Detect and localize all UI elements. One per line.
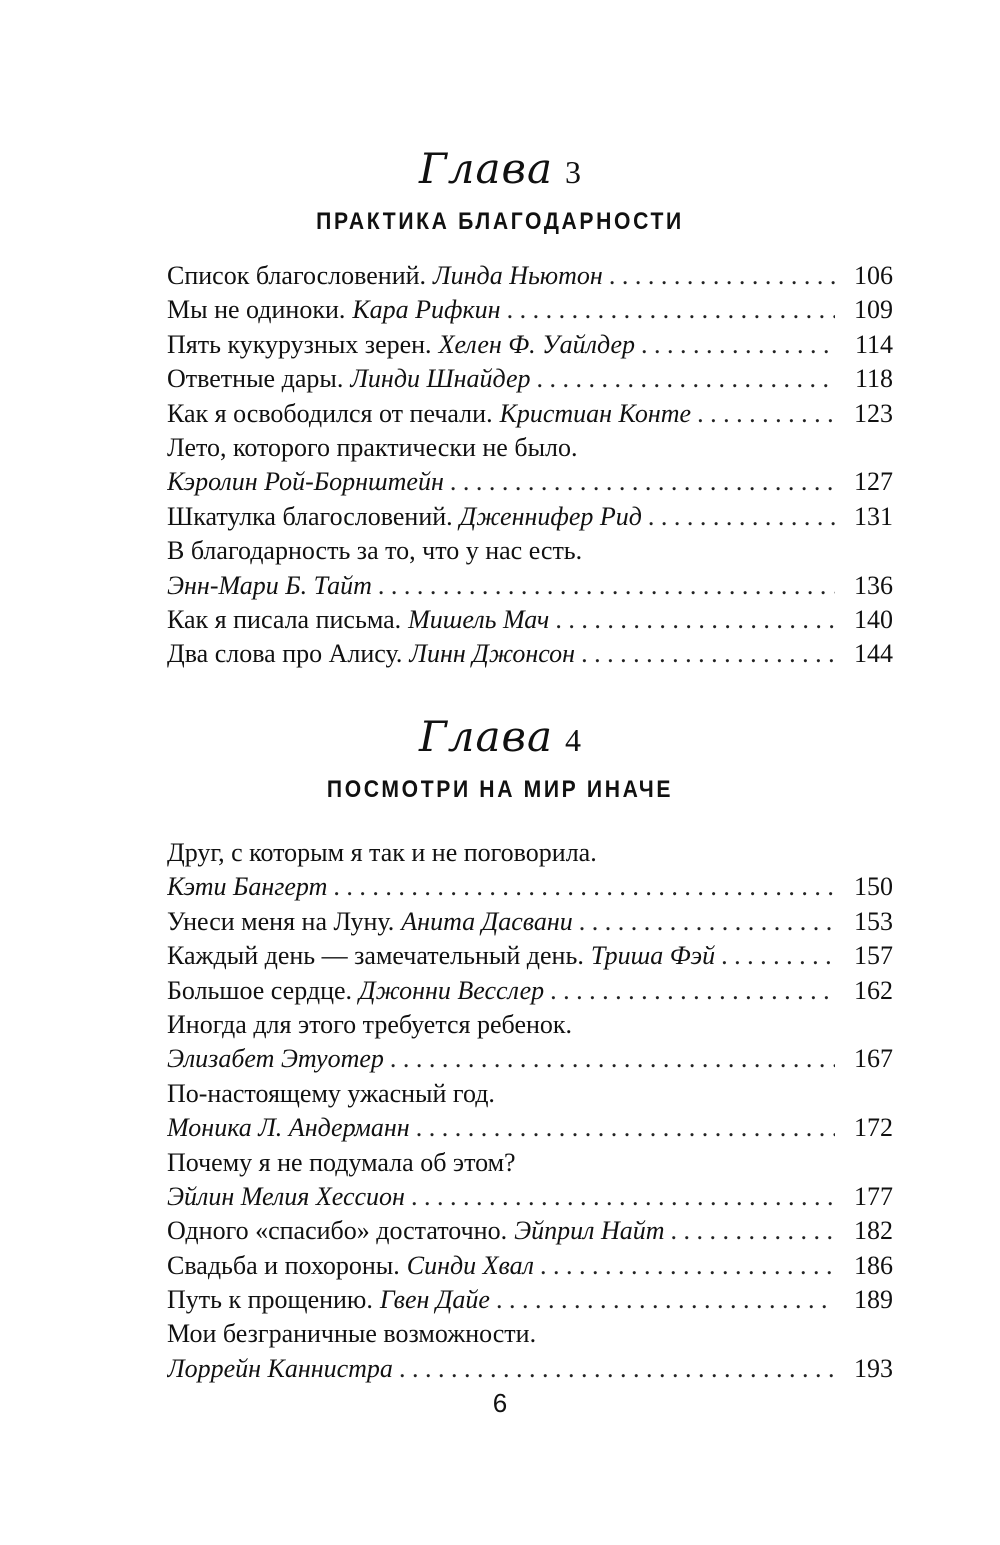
entry-title: Одного «спасибо» достаточно. — [167, 1216, 508, 1246]
chapter-title: ПРАКТИКА БЛАГОДАРНОСТИ — [316, 208, 684, 235]
toc-entry[interactable] — [167, 534, 893, 568]
entry-page-number: 127 — [854, 467, 893, 497]
entry-author: Линн Джонсон — [409, 639, 576, 669]
entry-title: По-настоящему ужасный год. — [167, 1078, 495, 1108]
entry-title: Как я писала письма. — [167, 604, 402, 634]
chapter-number: 4 — [565, 722, 582, 758]
dot-leader — [378, 569, 835, 603]
dot-leader — [721, 939, 835, 973]
toc-entry[interactable] — [167, 1180, 893, 1214]
toc-entry[interactable] — [167, 637, 893, 671]
toc-entry[interactable] — [167, 1283, 893, 1317]
dot-leader — [671, 1214, 836, 1248]
toc-list — [167, 259, 893, 672]
chapter-word: Глава — [418, 712, 554, 761]
entry-author: Дженнифер Рид — [459, 501, 642, 531]
entry-page-number: 162 — [854, 975, 893, 1005]
entry-page-number: 136 — [854, 570, 893, 600]
entry-title: Лето, которого практически не было. — [167, 432, 578, 462]
dot-leader — [496, 1283, 835, 1317]
entry-page-number: 150 — [854, 872, 893, 902]
toc-entry[interactable] — [167, 293, 893, 327]
toc-entry[interactable] — [167, 431, 893, 465]
toc-entry[interactable] — [167, 362, 893, 396]
entry-page-number: 172 — [854, 1113, 893, 1143]
toc-entry[interactable] — [167, 603, 893, 637]
entry-author: Синди Хвал — [406, 1250, 534, 1280]
entry-author: Моника Л. Андерманн — [167, 1113, 410, 1143]
dot-leader — [537, 362, 835, 396]
entry-page-number: 167 — [854, 1044, 893, 1074]
entry-title: Ответные дары. — [167, 364, 344, 394]
dot-leader — [399, 1352, 835, 1386]
entry-title: Иногда для этого требуется ребенок. — [167, 1009, 573, 1039]
entry-page-number: 114 — [854, 329, 893, 359]
chapter-heading — [0, 704, 1000, 770]
entry-page-number: 157 — [854, 941, 893, 971]
entry-page-number: 109 — [854, 295, 893, 325]
entry-title: Два слова про Алису. — [167, 639, 403, 669]
chapter-number: 3 — [565, 154, 582, 190]
dot-leader — [390, 1042, 835, 1076]
entry-page-number: 193 — [854, 1353, 893, 1383]
entry-author: Лоррейн Каннистра — [167, 1353, 393, 1383]
entry-author: Триша Фэй — [590, 941, 716, 971]
entry-title: Унеси меня на Луну. — [167, 906, 395, 936]
dot-leader — [641, 328, 835, 362]
dot-leader — [609, 259, 835, 293]
dot-leader — [411, 1180, 835, 1214]
entry-title: Каждый день — замечательный день. — [167, 941, 584, 971]
entry-author: Линди Шнайдер — [350, 364, 531, 394]
entry-page-number: 118 — [854, 364, 893, 394]
dot-leader — [550, 974, 835, 1008]
entry-title: Шкатулка благословений. — [167, 501, 453, 531]
entry-author: Гвен Дайе — [379, 1285, 490, 1315]
toc-entry[interactable] — [167, 1077, 893, 1111]
entry-title: Список благословений. — [167, 261, 427, 290]
entry-page-number: 153 — [854, 906, 893, 936]
toc-entry[interactable] — [167, 1317, 893, 1351]
chapter-title: ПОСМОТРИ НА МИР ИНАЧЕ — [326, 776, 674, 803]
dot-leader — [555, 603, 835, 637]
dot-leader — [450, 465, 835, 499]
entry-title: Большое сердце. — [167, 975, 353, 1005]
toc-entry[interactable] — [167, 465, 893, 499]
entry-author: Эйлин Мелия Хессион — [167, 1181, 405, 1211]
dot-leader — [697, 397, 835, 431]
toc-entry[interactable] — [167, 905, 893, 939]
entry-author: Кара Рифкин — [352, 295, 501, 325]
entry-page-number: 177 — [854, 1181, 893, 1211]
entry-author: Кэти Бангерт — [167, 872, 328, 902]
chapter-heading — [0, 136, 1000, 202]
dot-leader — [581, 637, 835, 671]
toc-entry[interactable] — [167, 1042, 893, 1076]
entry-title: Мои безграничные возможности. — [167, 1319, 537, 1349]
entry-author: Мишель Мач — [408, 604, 550, 634]
entry-page-number: 186 — [854, 1250, 893, 1280]
entry-title: Друг, с которым я так и не поговорила. — [167, 838, 597, 867]
chapter-3 — [0, 136, 1000, 672]
toc-entry[interactable] — [167, 397, 893, 431]
entry-page-number: 131 — [854, 501, 893, 531]
entry-author: Элизабет Этуотер — [167, 1044, 384, 1074]
toc-entry[interactable] — [167, 259, 893, 293]
dot-leader — [579, 905, 835, 939]
toc-entry[interactable] — [167, 1352, 893, 1386]
toc-entry[interactable] — [167, 1008, 893, 1042]
chapter-word: Глава — [418, 144, 554, 193]
page-number: 6 — [492, 1388, 508, 1418]
toc-list — [167, 836, 893, 1386]
toc-entry[interactable] — [167, 974, 893, 1008]
entry-author: Энн-Мари Б. Тайт — [167, 570, 372, 600]
dot-leader — [507, 293, 835, 327]
entry-title: Как я освободился от печали. — [167, 398, 493, 428]
toc-entry[interactable] — [167, 939, 893, 973]
toc-entry[interactable] — [167, 569, 893, 603]
toc-entry[interactable] — [167, 500, 893, 534]
dot-leader — [416, 1111, 835, 1145]
entry-page-number: 144 — [854, 639, 893, 669]
entry-title: В благодарность за то, что у нас есть. — [167, 536, 583, 566]
toc-entry[interactable] — [167, 870, 893, 904]
entry-page-number: 182 — [854, 1216, 893, 1246]
toc-entry[interactable] — [167, 1214, 893, 1248]
dot-leader — [648, 500, 835, 534]
entry-title: Пять кукурузных зерен. — [167, 329, 432, 359]
toc-entry[interactable] — [167, 1111, 893, 1145]
entry-author: Кристиан Конте — [499, 398, 692, 428]
toc-entry[interactable] — [167, 1146, 893, 1180]
entry-title: Почему я не подумала об этом? — [167, 1147, 516, 1177]
toc-entry[interactable] — [167, 1249, 893, 1283]
entry-title: Мы не одиноки. — [167, 295, 346, 325]
dot-leader — [540, 1249, 835, 1283]
entry-author: Линда Ньютон — [433, 261, 603, 290]
chapter-4 — [0, 704, 1000, 1386]
entry-title: Путь к прощению. — [167, 1285, 373, 1315]
entry-author: Эйприл Найт — [514, 1216, 665, 1246]
entry-page-number: 140 — [854, 604, 893, 634]
toc-entry[interactable] — [167, 328, 893, 362]
entry-author: Кэролин Рой-Борнштейн — [167, 467, 444, 497]
entry-page-number: 123 — [854, 398, 893, 428]
entry-author: Джонни Весслер — [359, 975, 545, 1005]
dot-leader — [333, 870, 835, 904]
entry-author: Анита Дасвани — [401, 906, 573, 936]
entry-author: Хелен Ф. Уайлдер — [438, 329, 636, 359]
toc-entry[interactable] — [167, 836, 893, 870]
entry-title: Свадьба и похороны. — [167, 1250, 400, 1280]
entry-page-number: 106 — [854, 261, 893, 290]
entry-page-number: 189 — [854, 1285, 893, 1315]
